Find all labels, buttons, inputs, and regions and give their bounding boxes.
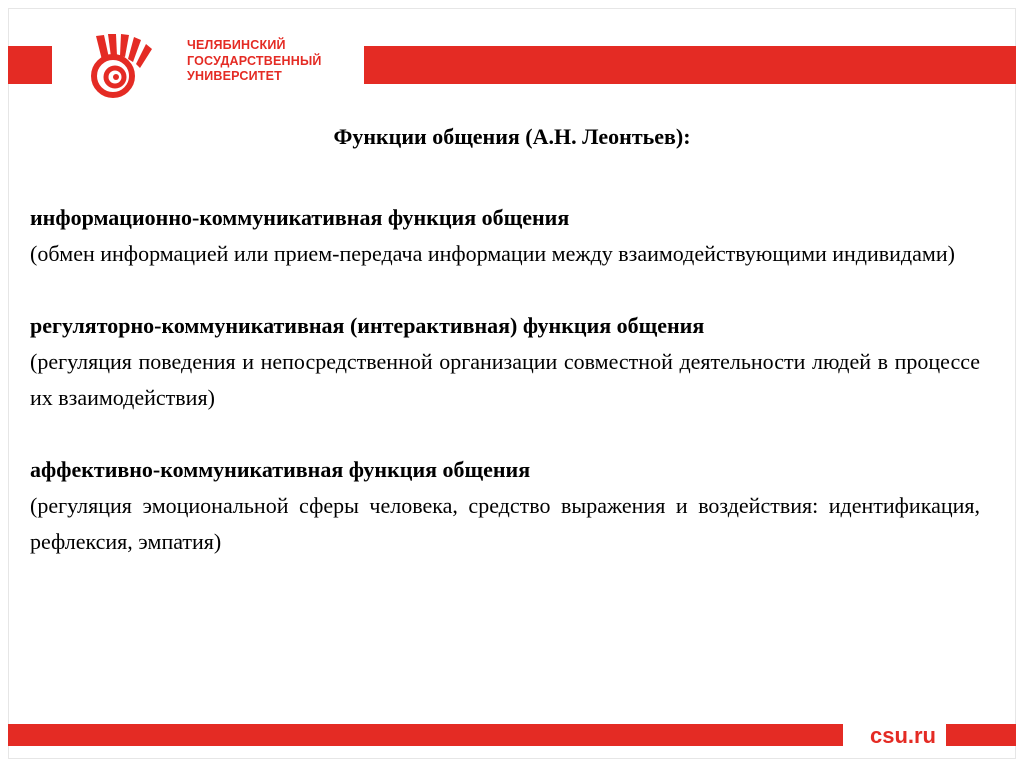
function-description: (регуляция поведения и непосредственной организации совместной деятельности людей в процессе их взаимодействия) — [30, 349, 980, 410]
site-link[interactable]: csu.ru — [869, 723, 936, 748]
function-heading: аффективно-коммуникативная функция общения — [30, 457, 531, 482]
slide-title: Функции общения (А.Н. Леонтьев): — [333, 124, 691, 149]
university-name — [187, 38, 322, 85]
function-heading: регуляторно-коммуникативная (интерактивная) функция общения — [30, 313, 705, 338]
functions-list — [30, 200, 980, 596]
spiral-shell-logo-icon — [80, 32, 180, 98]
header-bar-right — [364, 46, 1016, 84]
function-description: (обмен информацией или прием-передача информации между взаимодействующими индивидами) — [30, 241, 955, 266]
function-description: (регуляция эмоциональной сферы человека, средство выражения и воздействия: идентификация, рефлексия, эмпатия) — [30, 493, 980, 554]
footer-bar-right — [946, 724, 1016, 746]
university-name-line2: ГОСУДАРСТВЕННЫЙ — [187, 53, 322, 68]
university-name-line1: ЧЕЛЯБИНСКИЙ — [187, 38, 286, 52]
header-bar-left — [8, 46, 52, 84]
footer-bar-left — [8, 724, 843, 746]
university-name-line3: УНИВЕРСИТЕТ — [187, 69, 282, 83]
function-block-affective — [30, 452, 980, 560]
function-block-regulatory — [30, 308, 980, 416]
function-heading: информационно-коммуникативная функция общения — [30, 205, 570, 230]
function-block-informational — [30, 200, 980, 272]
